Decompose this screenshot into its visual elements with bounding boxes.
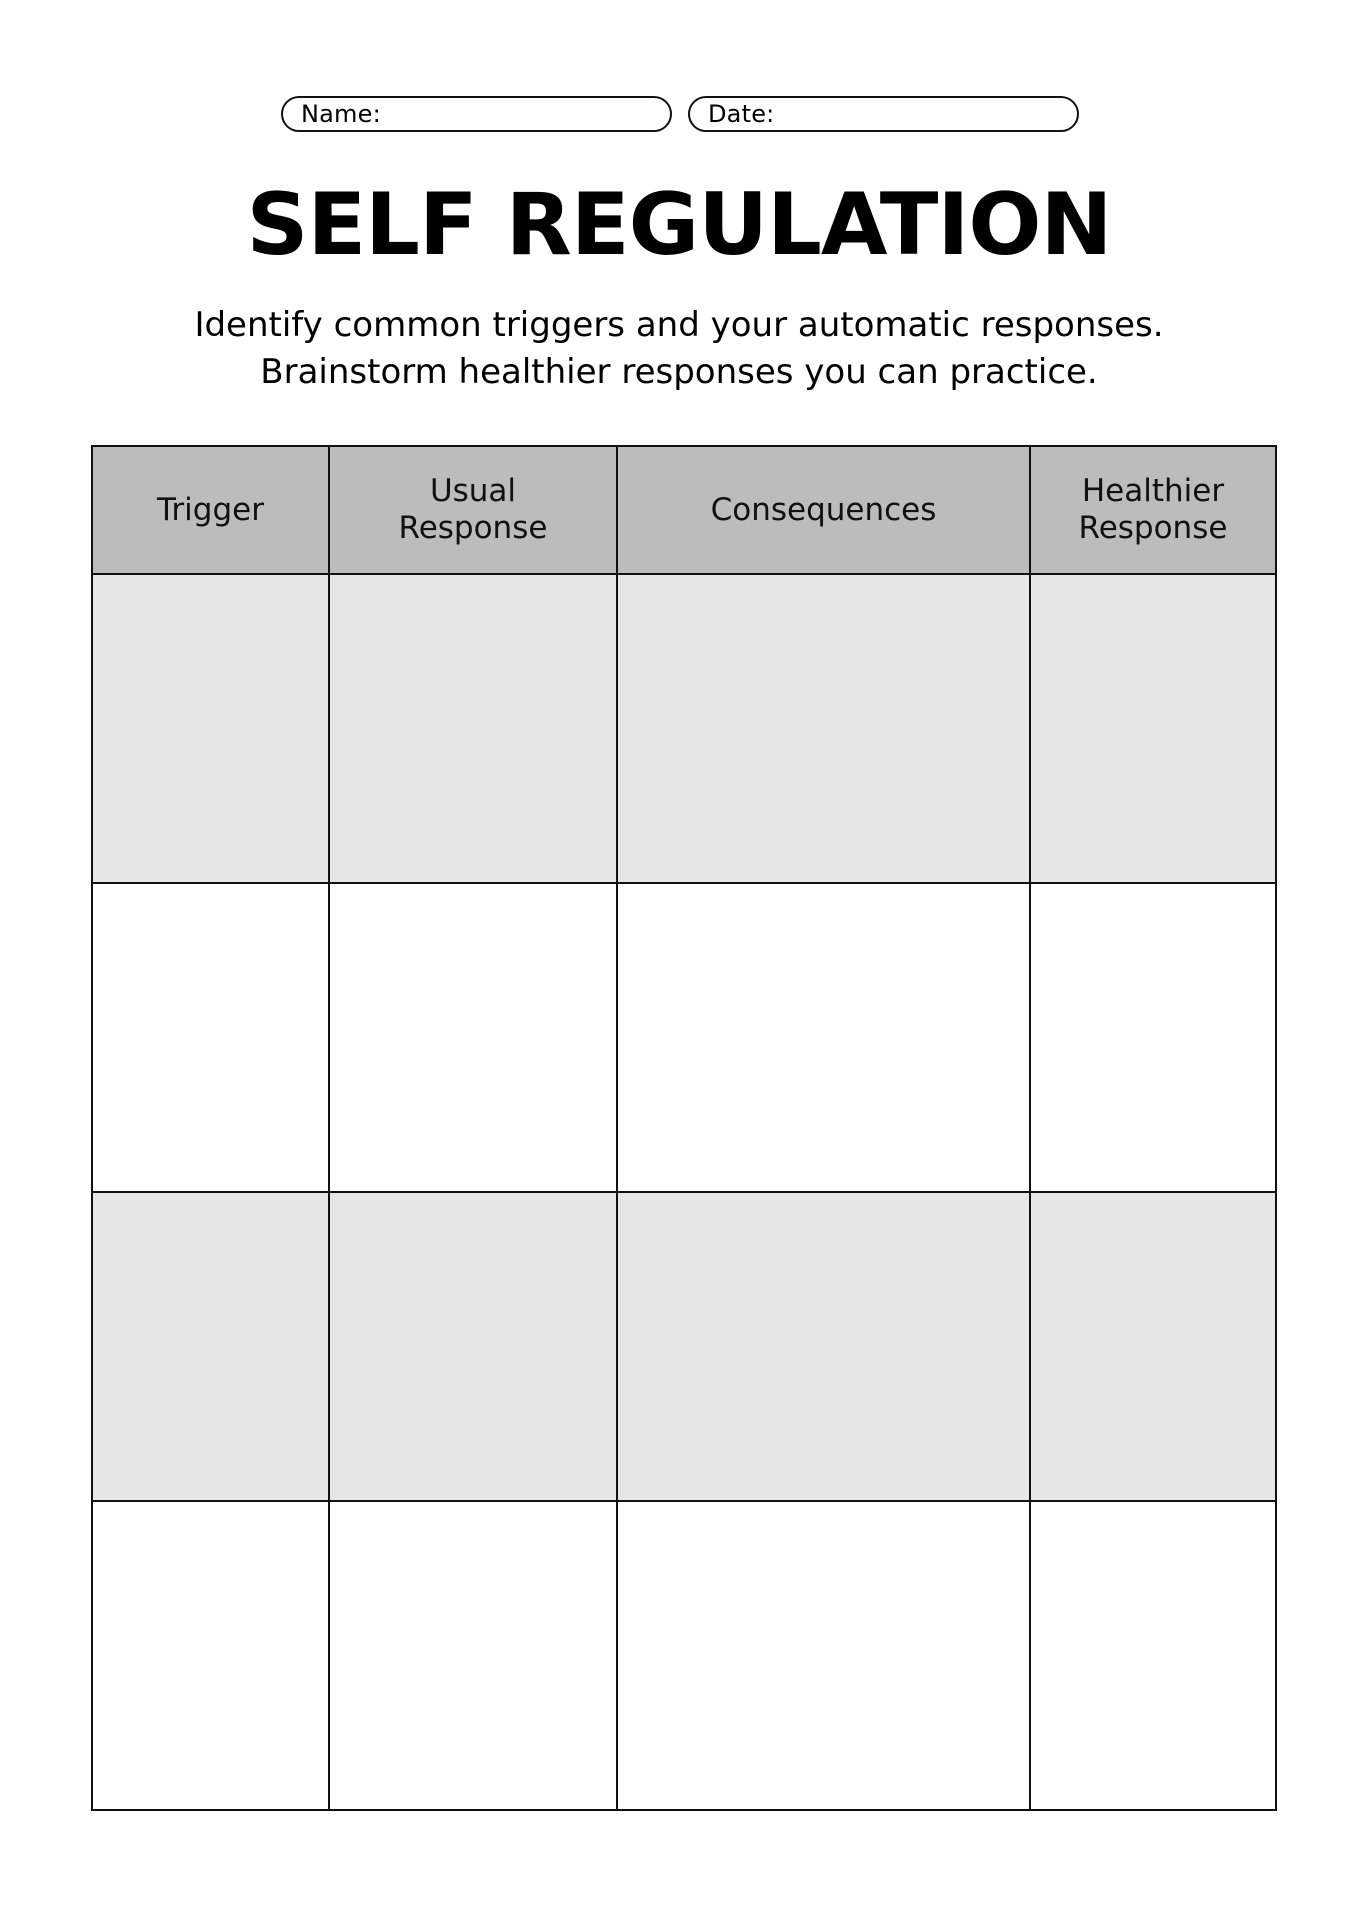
consequences-cell[interactable]	[617, 883, 1030, 1192]
column-header-healthier-response	[1030, 446, 1276, 574]
consequences-cell[interactable]	[617, 1501, 1030, 1810]
worksheet-table-container	[91, 445, 1275, 1801]
trigger-cell[interactable]	[92, 1192, 329, 1501]
column-header-line: Healthier	[1081, 473, 1225, 509]
worksheet-table	[91, 445, 1277, 1811]
consequences-cell[interactable]	[617, 574, 1030, 883]
healthier-response-cell[interactable]	[1030, 883, 1276, 1192]
usual-response-cell[interactable]	[329, 1192, 617, 1501]
healthier-response-cell[interactable]	[1030, 1192, 1276, 1501]
name-field[interactable]	[281, 96, 672, 132]
trigger-cell[interactable]	[92, 883, 329, 1192]
date-label: Date:	[708, 100, 775, 128]
instruction-line-2: Brainstorm healthier responses you can practice.	[260, 352, 1098, 392]
trigger-cell[interactable]	[92, 1501, 329, 1810]
usual-response-cell[interactable]	[329, 883, 617, 1192]
table-row	[92, 574, 1276, 883]
table-header-row	[92, 446, 1276, 574]
instruction-line-1: Identify common triggers and your automatic responses.	[194, 305, 1164, 345]
consequences-cell[interactable]	[617, 1192, 1030, 1501]
column-header-line: Response	[1078, 510, 1228, 546]
column-header-line: Response	[398, 510, 548, 546]
column-header-consequences	[617, 446, 1030, 574]
table-row	[92, 1501, 1276, 1810]
column-header-line: Consequences	[710, 491, 937, 528]
table-row	[92, 1192, 1276, 1501]
name-label: Name:	[301, 100, 381, 128]
usual-response-cell[interactable]	[329, 1501, 617, 1810]
page-title: SELF REGULATION	[246, 175, 1112, 275]
trigger-cell[interactable]	[92, 574, 329, 883]
table-row	[92, 883, 1276, 1192]
date-field[interactable]	[688, 96, 1079, 132]
column-header-line: Usual	[429, 473, 517, 509]
column-header-trigger	[92, 446, 329, 574]
instructions	[0, 302, 1358, 396]
column-header-usual-response	[329, 446, 617, 574]
healthier-response-cell[interactable]	[1030, 574, 1276, 883]
healthier-response-cell[interactable]	[1030, 1501, 1276, 1810]
column-header-line: Trigger	[157, 491, 264, 528]
usual-response-cell[interactable]	[329, 574, 617, 883]
